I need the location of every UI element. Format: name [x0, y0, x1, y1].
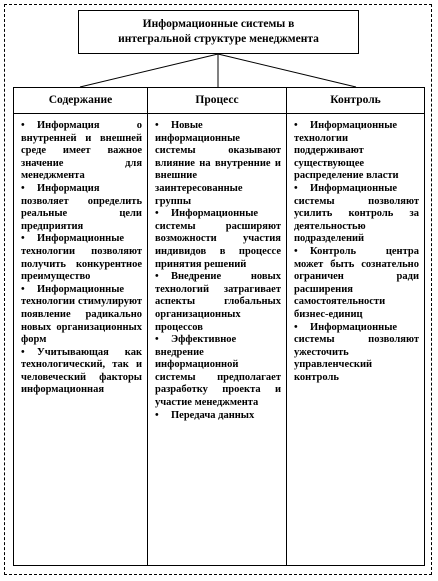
column-header-control: Контроль: [286, 87, 425, 114]
list-item: • Информационные системы расширяют возможности участия индивидов в процессе принятия решений: [155, 208, 281, 271]
list-item: • Информационные системы позволяют усилить контроль за деятельностью подразделений: [294, 183, 419, 246]
list-item: • Информационные технологии поддерживают существующее распределение власти: [294, 120, 419, 183]
title-line-1: Информационные системы в: [142, 18, 295, 30]
list-item: • Эффективное внедрение информационной системы предполагает разработку проекта и участие менеджмента: [155, 334, 281, 410]
column-header-process: Процесс: [147, 87, 287, 114]
list-item: • Информация о внутренней и внешней среде имеет важное значение для менеджмента: [21, 120, 142, 183]
column-body-content: [13, 113, 148, 566]
list-item: • Учитывающая как технологический, так и человеческий факторы информационная: [21, 347, 142, 397]
list-item: • Информация позволяет определить реальные цели предприятия: [21, 183, 142, 233]
column-body-process: [147, 113, 287, 566]
list-item: • Внедрение новых технологий затрагивает аспекты глобальных организационных процессов: [155, 271, 281, 334]
list-item: • Новые информационные системы оказывают влияние на внутренние и внешние заинтересованные группы: [155, 120, 281, 208]
list-item: • Информационные системы позволяют ужесточить управленческий контроль: [294, 322, 419, 385]
column-body-control: [286, 113, 425, 566]
list-item: • Информационные технологии позволяют получить конкурентное преимущество: [21, 233, 142, 283]
list-item: • Информационные технологии стимулируют появление радикально новых организационных форм: [21, 284, 142, 347]
title-box: [78, 10, 359, 54]
column-header-content: Содержание: [13, 87, 148, 114]
title-line-2: интегральной структуре менеджмента: [118, 33, 319, 45]
list-item: • Контроль центра может быть сознательно ограничен ради расширения самостоятельности бизнес-единиц: [294, 246, 419, 322]
list-item: • Передача данных: [155, 410, 281, 423]
